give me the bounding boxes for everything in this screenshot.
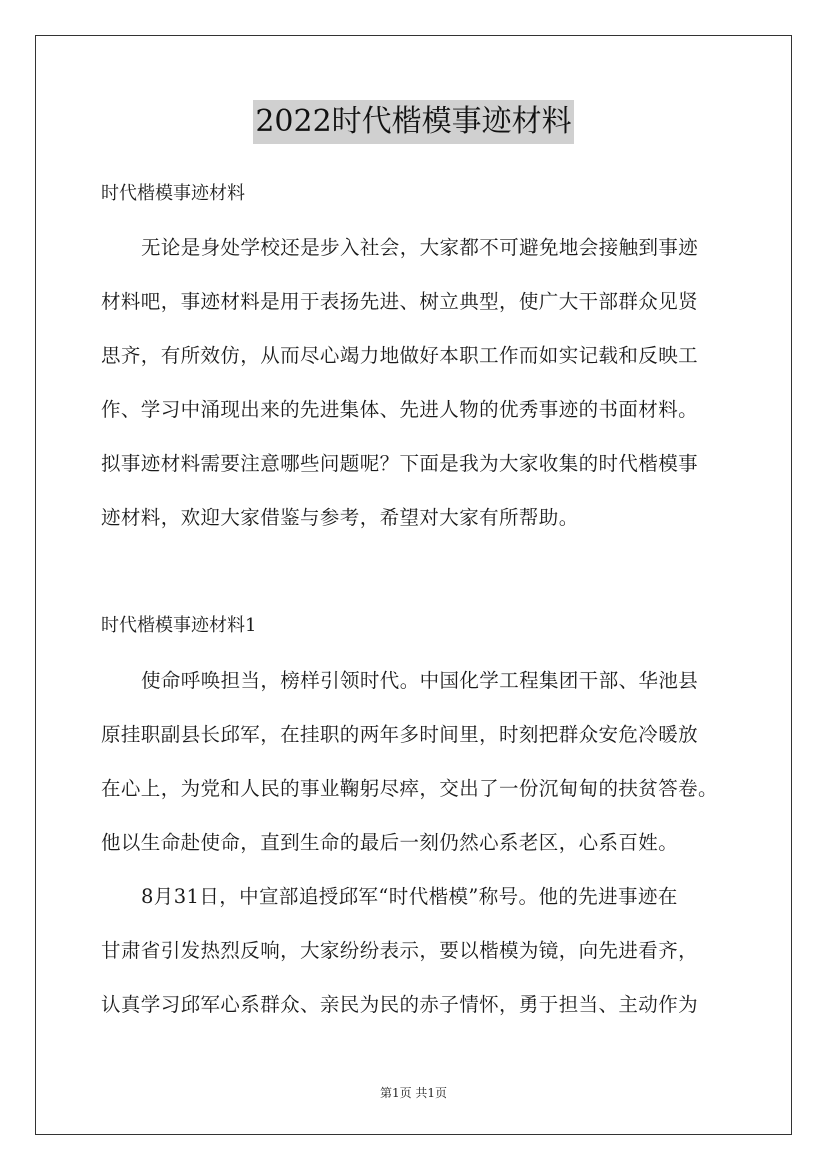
paragraph-line: 认真学习邱军心系群众、亲民为民的赤子情怀，勇于担当、主动作为 xyxy=(101,993,699,1016)
title-container xyxy=(0,100,827,144)
intro-line: 思齐，有所效仿，从而尽心竭力地做好本职工作而如实记载和反映工 xyxy=(101,344,699,367)
intro-line: 材料吧，事迹材料是用于表扬先进、树立典型，使广大干部群众见贤 xyxy=(101,290,699,313)
intro-line: 作、学习中涌现出来的先进集体、先进人物的优秀事迹的书面材料。 xyxy=(101,398,699,421)
paragraph-line: 原挂职副县长邱军，在挂职的两年多时间里，时刻把群众安危冷暖放 xyxy=(101,723,699,746)
paragraph-line: 他以生命赴使命，直到生命的最后一刻仍然心系老区，心系百姓。 xyxy=(101,831,679,854)
paragraph-line: 使命呼唤担当，榜样引领时代。中国化学工程集团干部、华池县 xyxy=(141,669,699,692)
paragraph-line: 在心上，为党和人民的事业鞠躬尽瘁，交出了一份沉甸甸的扶贫答卷。 xyxy=(101,777,718,800)
section-heading-1: 时代楷模事迹材料1 xyxy=(101,615,257,636)
intro-line: 无论是身处学校还是步入社会，大家都不可避免地会接触到事迹 xyxy=(141,236,699,259)
paragraph-line: 甘肃省引发热烈反响，大家纷纷表示，要以楷模为镜，向先进看齐， xyxy=(101,939,699,962)
paragraph-line: 8月31日，中宣部追授邱军“时代楷模”称号。他的先进事迹在 xyxy=(141,885,678,908)
intro-line: 拟事迹材料需要注意哪些问题呢？下面是我为大家收集的时代楷模事 xyxy=(101,452,699,475)
document-title: 2022时代楷模事迹材料 xyxy=(253,100,573,144)
section-heading-intro: 时代楷模事迹材料 xyxy=(101,183,245,204)
intro-line: 迹材料，欢迎大家借鉴与参考，希望对大家有所帮助。 xyxy=(101,506,579,529)
page-footer: 第1页 共1页 xyxy=(379,1086,448,1100)
